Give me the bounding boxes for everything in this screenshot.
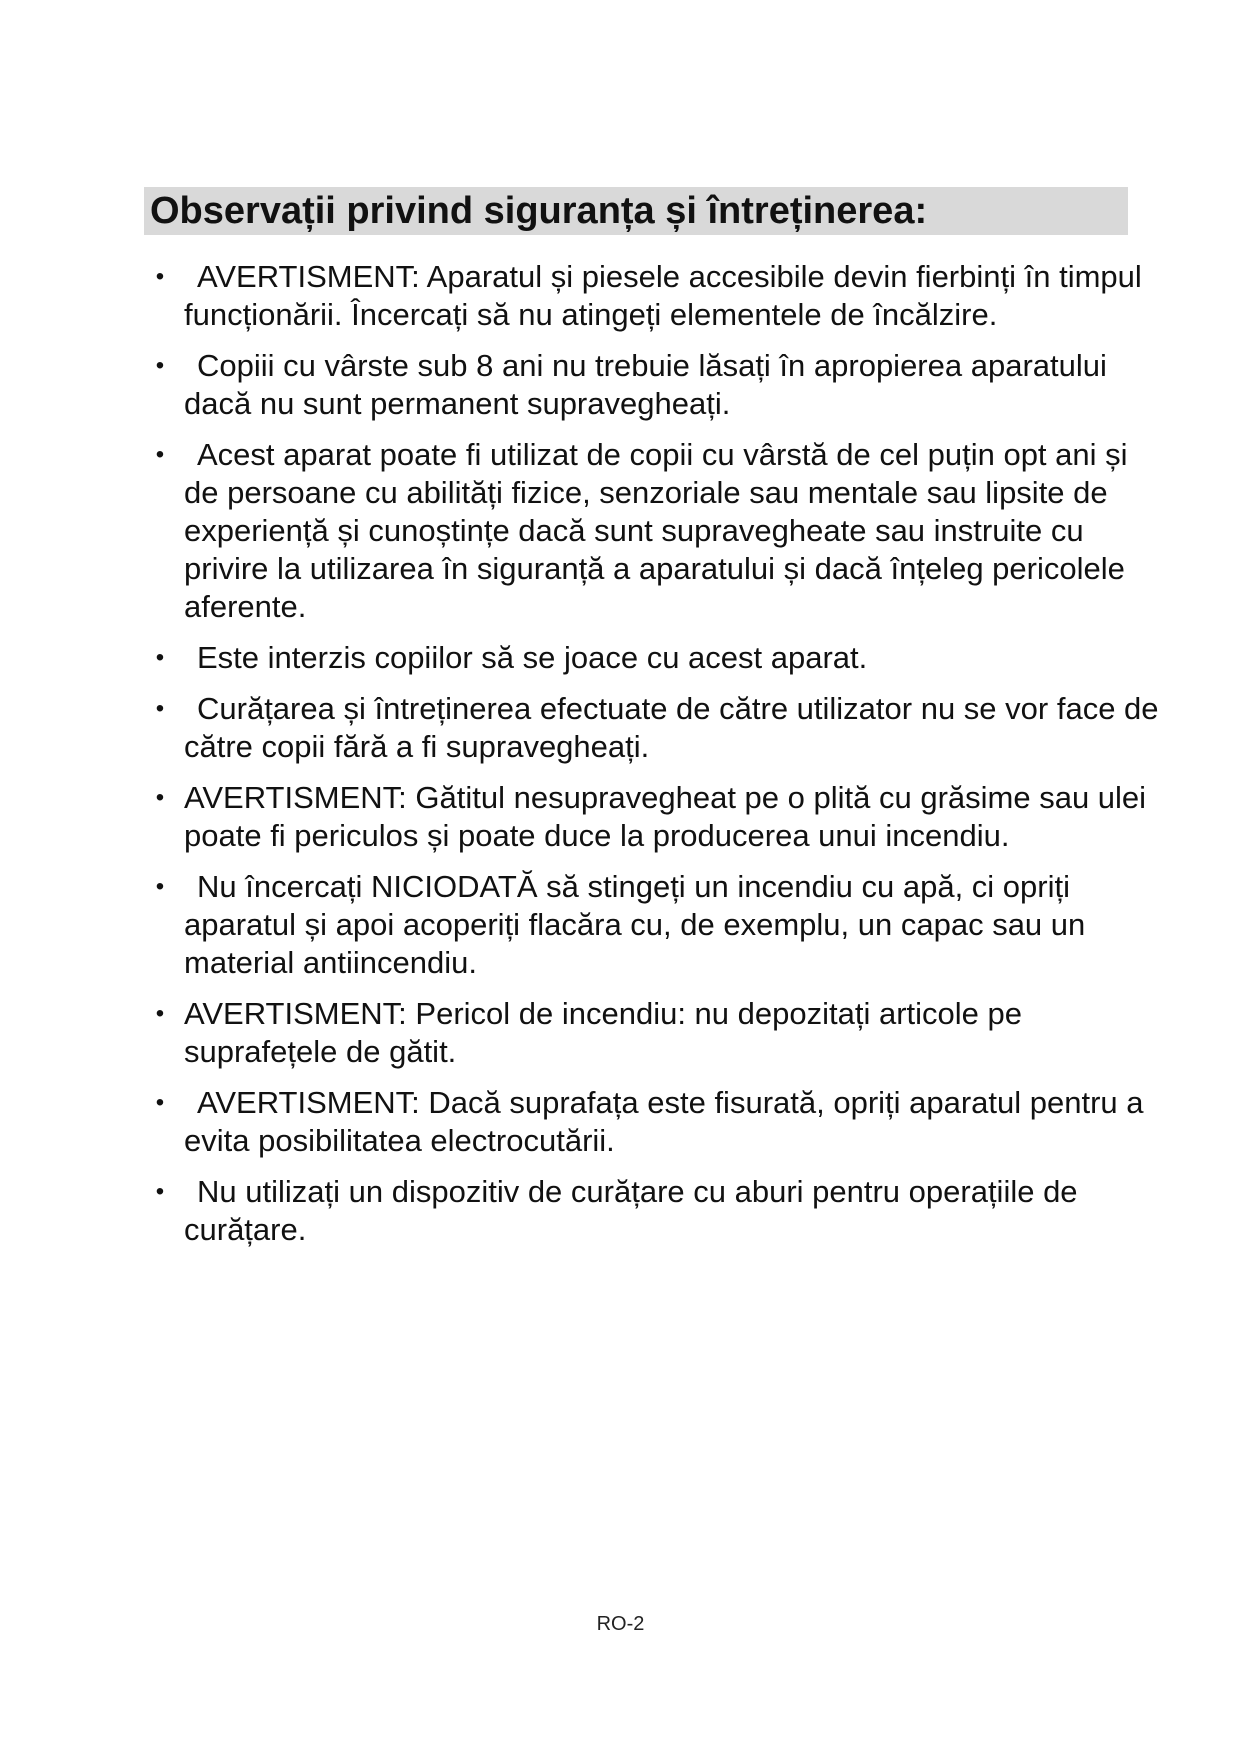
list-item-text: Curățarea și întreținerea efectuate de către utilizator nu se vor face de către copii fără a fi supravegheați. bbox=[184, 691, 1159, 764]
bullet-icon: • bbox=[155, 1000, 165, 1027]
list-item bbox=[150, 639, 1160, 677]
list-item-text: Este interzis copiilor să se joace cu acest aparat. bbox=[197, 640, 868, 675]
safety-notes-list bbox=[150, 258, 1160, 1262]
list-item-text: AVERTISMENT: Dacă suprafața este fisurată, opriți aparatul pentru a evita posibilitatea electrocutării. bbox=[184, 1085, 1144, 1158]
bullet-icon: • bbox=[155, 1089, 165, 1116]
list-item bbox=[150, 1173, 1160, 1249]
list-item-text: Copiii cu vârste sub 8 ani nu trebuie lăsați în apropierea aparatului dacă nu sunt permanent supravegheați. bbox=[184, 348, 1107, 421]
bullet-icon: • bbox=[155, 263, 165, 290]
list-item bbox=[150, 347, 1160, 423]
bullet-icon: • bbox=[155, 644, 165, 671]
list-item bbox=[150, 868, 1160, 982]
list-item bbox=[150, 779, 1160, 855]
list-item bbox=[150, 258, 1160, 334]
list-item-text: Acest aparat poate fi utilizat de copii cu vârstă de cel puțin opt ani și de persoane cu abilități fizice, senzoriale sau mentale sau lipsite de experiență și cunoștințe dacă sunt supravegheate sau instruite cu privire la utilizarea în siguranță a aparatului și dacă înțeleg pericolele aferente. bbox=[184, 437, 1128, 624]
bullet-icon: • bbox=[155, 784, 165, 811]
list-item-text: AVERTISMENT: Pericol de incendiu: nu depozitați articole pe suprafețele de gătit. bbox=[184, 996, 1022, 1069]
list-item bbox=[150, 436, 1160, 626]
bullet-icon: • bbox=[155, 441, 165, 468]
bullet-icon: • bbox=[155, 873, 165, 900]
bullet-icon: • bbox=[155, 352, 165, 379]
list-item bbox=[150, 1084, 1160, 1160]
bullet-icon: • bbox=[155, 695, 165, 722]
list-item bbox=[150, 995, 1160, 1071]
list-item-text: Nu utilizați un dispozitiv de curățare cu aburi pentru operațiile de curățare. bbox=[184, 1174, 1078, 1247]
section-heading-bar bbox=[144, 187, 1128, 235]
list-item bbox=[150, 690, 1160, 766]
page-number: RO-2 bbox=[596, 1613, 645, 1635]
section-heading: Observații privind siguranța și întreținerea: bbox=[150, 190, 928, 232]
list-item-text: Nu încercați NICIODATĂ să stingeți un incendiu cu apă, ci opriți aparatul și apoi acoperiți flacăra cu, de exemplu, un capac sau un material antiincendiu. bbox=[184, 869, 1086, 980]
list-item-text: AVERTISMENT: Gătitul nesupravegheat pe o plită cu grăsime sau ulei poate fi periculos și poate duce la producerea unui incendiu. bbox=[184, 780, 1147, 853]
bullet-icon: • bbox=[155, 1178, 165, 1205]
list-item-text: AVERTISMENT: Aparatul și piesele accesibile devin fierbinți în timpul funcționării. Încercați să nu atingeți elementele de încălzire. bbox=[184, 259, 1142, 332]
